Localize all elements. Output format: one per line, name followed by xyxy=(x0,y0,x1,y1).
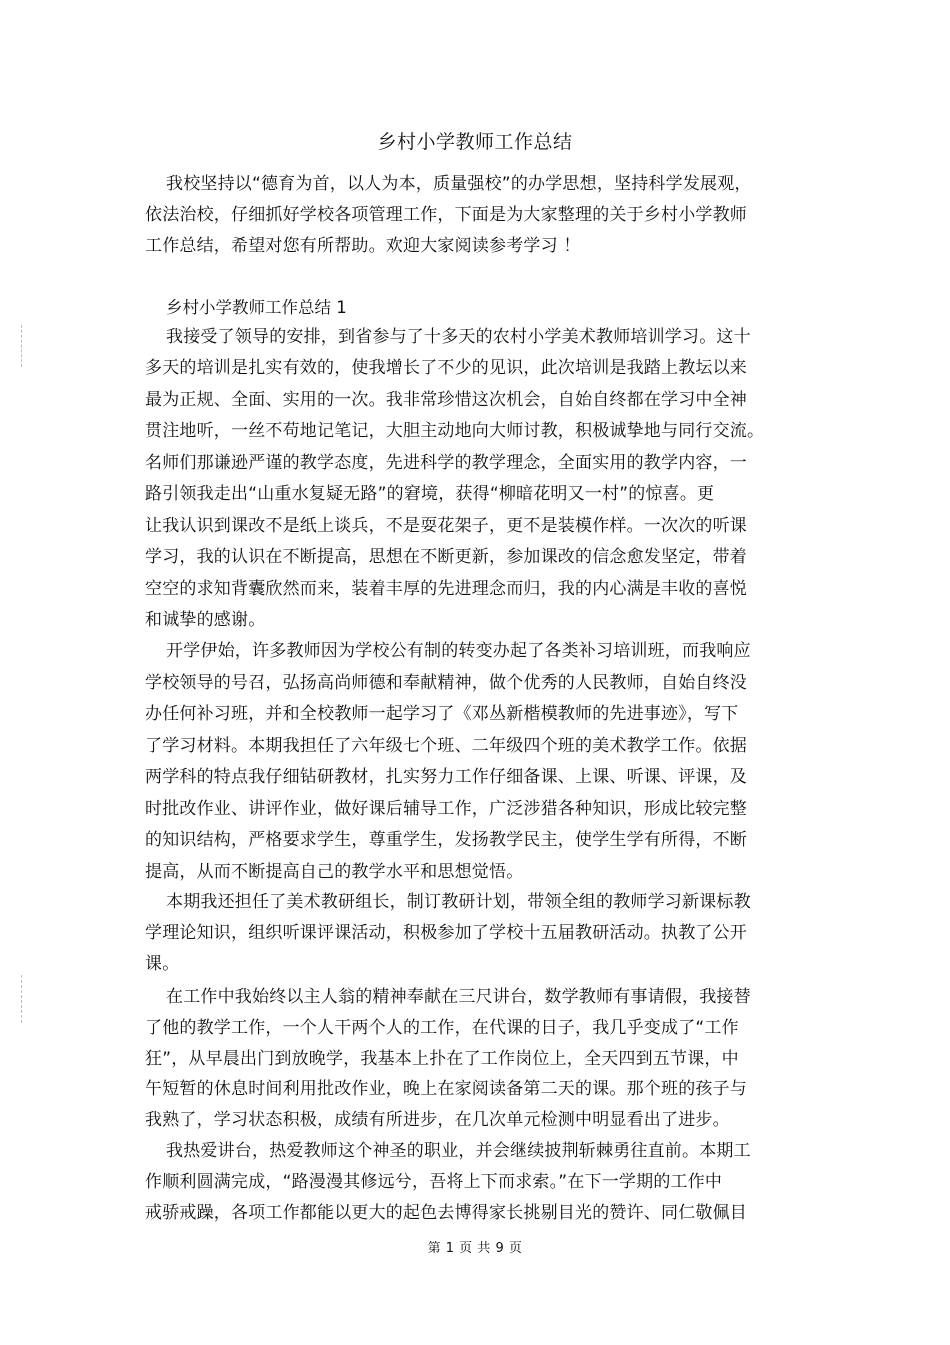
body-line: 我接受了领导的安排，到省参与了十多天的农村小学美术教师培训学习。这十 xyxy=(166,327,751,347)
document-title: 乡村小学教师工作总结 xyxy=(377,131,573,153)
body-line: 学校领导的号召，弘扬高尚师德和奉献精神，做个优秀的人民教师，自始自终没 xyxy=(145,673,747,693)
body-line: 空空的求知背囊欣然而来，装着丰厚的先进理念而归，我的内心满是丰收的喜悦 xyxy=(145,579,747,599)
intro-line: 依法治校，仔细抓好学校各项管理工作，下面是为大家整理的关于乡村小学教师 xyxy=(145,205,747,225)
body-line: 和诚挚的感谢。 xyxy=(145,610,266,630)
body-line: 开学伊始，许多教师因为学校公有制的转变办起了各类补习培训班，而我响应 xyxy=(166,641,751,661)
body-line: 名师们那谦逊严谨的教学态度，先进科学的教学理念，全面实用的教学内容，一 xyxy=(145,453,747,473)
body-line: 我热爱讲台，热爱教师这个神圣的职业，并会继续披荆斩棘勇往直前。本期工 xyxy=(166,1141,751,1161)
body-line: 办任何补习班，并和全校教师一起学习了《邓丛新楷模教师的先进事迹》，写下 xyxy=(145,704,739,724)
body-line: 路引领我走出“山重水复疑无路”的窘境，获得“柳暗花明又一村”的惊喜。更 xyxy=(145,484,715,504)
body-line: 让我认识到课改不是纸上谈兵，不是耍花架子，更不是装模作样。一次次的听课 xyxy=(145,516,747,536)
margin-binding-mark-top xyxy=(21,325,22,367)
body-line: 作顺利圆满完成，“路漫漫其修远兮，吾将上下而求索。”在下一学期的工作中 xyxy=(145,1172,723,1192)
body-line: 了学习材料。本期我担任了六年级七个班、二年级四个班的美术教学工作。依据 xyxy=(145,736,747,756)
body-line: 我熟了，学习状态积极，成绩有所进步，在几次单元检测中明显看出了进步。 xyxy=(145,1110,730,1130)
body-line: 的知识结构，严格要求学生，尊重学生，发扬教学民主，使学生学有所得，不断 xyxy=(145,830,747,850)
body-line: 了他的教学工作，一个人干两个人的工作，在代课的日子，我几乎变成了“工作 xyxy=(145,1018,739,1038)
body-line: 课。 xyxy=(145,954,180,974)
body-line: 时批改作业、讲评作业，做好课后辅导工作，广泛涉猎各种知识，形成比较完整 xyxy=(145,799,747,819)
page-footer: 第 1 页 共 9 页 xyxy=(427,1241,523,1256)
body-line: 提高，从而不断提高自己的教学水平和思想觉悟。 xyxy=(145,862,524,882)
body-line: 贯注地听，一丝不苟地记笔记，大胆主动地向大师讨教，积极诚挚地与同行交流。 xyxy=(145,421,765,441)
body-line: 最为正规、全面、实用的一次。我非常珍惜这次机会，自始自终都在学习中全神 xyxy=(145,390,747,410)
body-line: 学习，我的认识在不断提高，思想在不断更新，参加课改的信念愈发坚定，带着 xyxy=(145,547,747,567)
body-line: 戒骄戒躁，各项工作都能以更大的起色去博得家长挑剔目光的赞许、同仁敬佩目 xyxy=(145,1203,747,1223)
body-line: 午短暂的休息时间利用批改作业，晚上在家阅读备第二天的课。那个班的孩子与 xyxy=(145,1079,747,1099)
body-line: 狂”，从早晨出门到放晚学，我基本上扑在了工作岗位上，全天四到五节课，中 xyxy=(145,1049,739,1069)
body-line: 学理论知识，组织听课评课活动，积极参加了学校十五届教研活动。执教了公开 xyxy=(145,923,747,943)
intro-line: 我校坚持以“德育为首，以人为本，质量强校”的办学思想，坚持科学发展观， xyxy=(166,174,752,194)
margin-binding-mark-bottom xyxy=(21,975,22,1023)
intro-line: 工作总结，希望对您有所帮助。欢迎大家阅读参考学习 ！ xyxy=(145,236,581,256)
section-heading: 乡村小学教师工作总结 1 xyxy=(166,298,347,317)
body-line: 在工作中我始终以主人翁的精神奉献在三尺讲台，数学教师有事请假，我接替 xyxy=(166,987,751,1007)
body-line: 两学科的特点我仔细钻研教材，扎实努力工作仔细备课、上课、听课、评课，及 xyxy=(145,767,747,787)
body-line: 多天的培训是扎实有效的，使我增长了不少的见识，此次培训是我踏上教坛以来 xyxy=(145,358,747,378)
body-line: 本期我还担任了美术教研组长，制订教研计划，带领全组的教师学习新课标教 xyxy=(166,892,751,912)
